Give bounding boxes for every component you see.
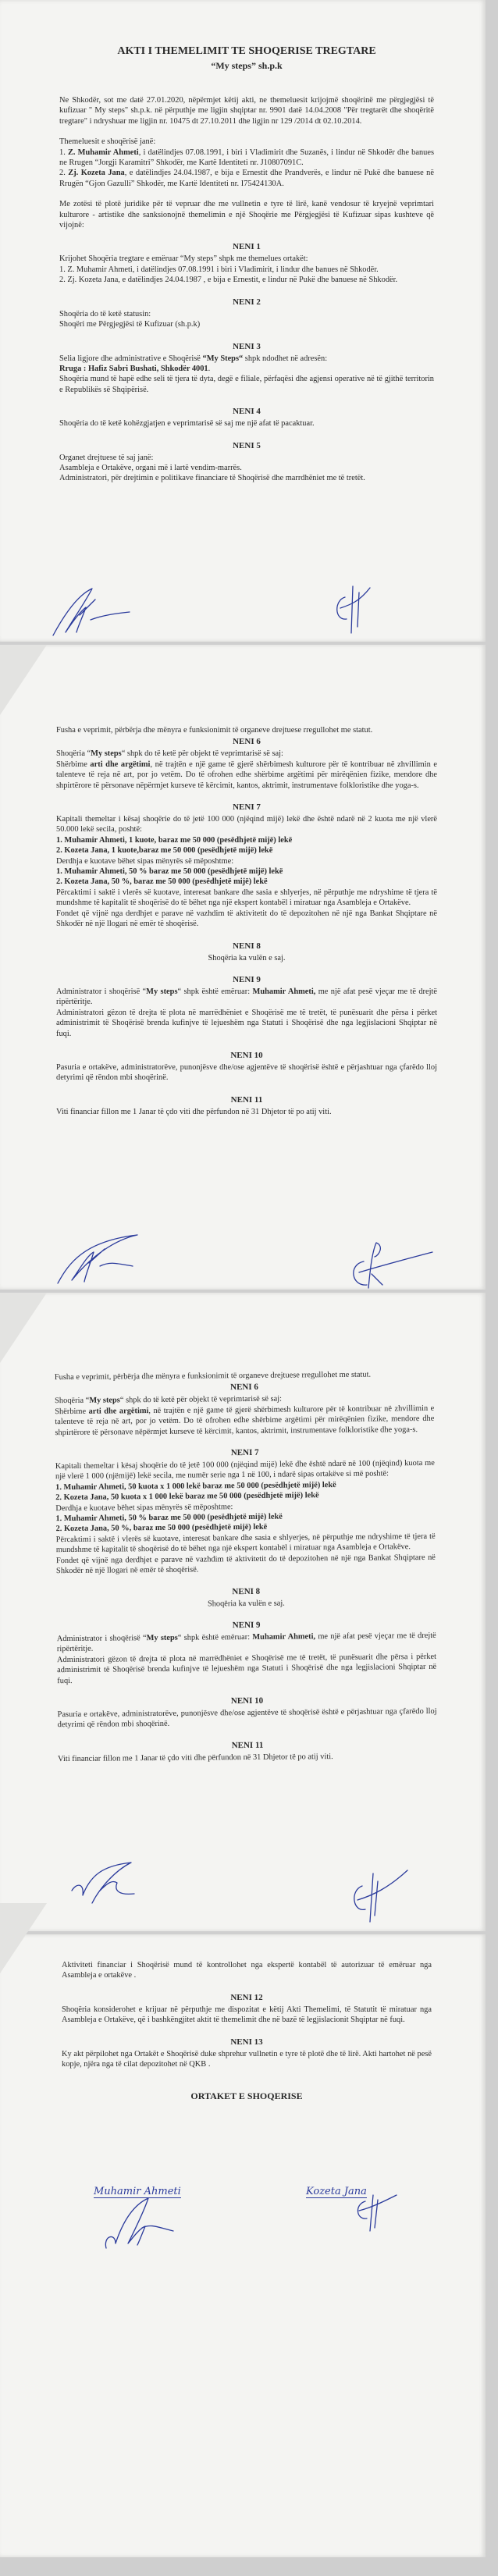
page-fold-corner bbox=[0, 1293, 47, 1363]
bold-text: arti dhe argëtimi bbox=[90, 760, 151, 769]
paragraph bbox=[59, 374, 434, 395]
text: Fondet që vijnë nga derdhjet e parave në vazhdim të aktivitetit do të depozitohen në një nga Bankat Shqiptare në Shkodër në një llogari në emër të shoqërisë. bbox=[55, 1553, 436, 1576]
paragraph bbox=[56, 749, 437, 759]
paragraph bbox=[56, 760, 437, 791]
paragraph-spacer bbox=[56, 963, 437, 973]
text: Administrator i shoqërisë “ bbox=[56, 1634, 147, 1644]
paragraph-spacer bbox=[59, 286, 434, 296]
paragraph bbox=[57, 1631, 436, 1655]
bold-text: Muhamir Ahmeti, bbox=[252, 987, 316, 996]
article-heading: NENI 3 bbox=[233, 341, 261, 351]
bold-text: 1. Muhamir Ahmeti, 1 kuote, baraz me 50 000 (pesëdhjetë mijë) lekë bbox=[56, 835, 293, 845]
signature-name-kozeta-jana: Kozeta Jana bbox=[306, 2186, 367, 2197]
paragraph bbox=[59, 265, 434, 275]
signature-kozeta-jana bbox=[353, 2194, 400, 2233]
paragraph bbox=[59, 418, 434, 429]
article-heading: NENI 11 bbox=[230, 1094, 263, 1105]
text: Shoqëria do të ketë statusin: bbox=[59, 309, 151, 318]
text: Fondet që vijnë nga derdhjet e parave në vazhdim të aktivitetit do të depozitohen në një nga Bankat Shqiptare në Shkodër në një llogari në emër të shoqërisë. bbox=[56, 909, 437, 929]
text: Përcaktimi i saktë i vlerës së kuotave, interesat bankare dhe sasia e shlyerjes, në përputhje me ndryshime të tjera të mundshme të kapitalit të shoqërisë do të bëhet nga një ekspert kontabël i miratuar nga Asambleja e Ortakëve. bbox=[56, 888, 437, 908]
paragraph bbox=[55, 1458, 435, 1482]
text: “ shpk është emëruar: bbox=[177, 987, 253, 996]
signature-muhamir-ahmeti bbox=[100, 2197, 178, 2251]
text: Organet drejtuese të saj janë: bbox=[59, 453, 154, 462]
page-3-content bbox=[55, 1369, 437, 1764]
paragraph-spacer bbox=[56, 930, 437, 940]
paragraph bbox=[56, 909, 437, 930]
paragraph bbox=[56, 866, 437, 877]
article-heading: NENI 5 bbox=[233, 440, 261, 450]
text: “ shpk do të ketë për objekt të veprimtarisë së saj: bbox=[119, 1394, 283, 1405]
paragraph bbox=[59, 95, 434, 126]
paragraph bbox=[56, 877, 437, 887]
paragraph bbox=[56, 888, 437, 909]
text: Pasuria e ortakëve, administratorëve, punonjësve dhe/ose agjentëve të shoqërisë është e përjashtuar nga çfarëdo lloj detyrimi që rëndon mbi shoqërinë. bbox=[57, 1706, 437, 1730]
paragraph bbox=[56, 835, 437, 845]
paragraph bbox=[59, 473, 434, 483]
article-heading: NENI 9 bbox=[233, 974, 261, 984]
text: Shërbime bbox=[55, 1407, 89, 1416]
text: Shoqëria do të ketë kohëzgjatjen e veprimtarisë së saj me një afat të pacaktuar. bbox=[59, 419, 315, 429]
text: Derdhja e kuotave bëhet sipas mënyrës së mëposhtme: bbox=[56, 856, 234, 866]
text: Administratori gëzon të drejta të plota në marrëdhëniet e Shoqërisë me të tretët, të punësuarit dhe përsa i përket administrimit të Shoqërisë brenda kufinjve të lejueshëm nga Statuti i Shoqërisë dhe nga legjislacioni Shqiptar në fuqi. bbox=[56, 1008, 437, 1038]
paragraph bbox=[56, 953, 437, 963]
bold-text: Rruga : Hafiz Sabri Bushati, Shkodër 4001 bbox=[59, 364, 208, 373]
document-title: AKTI I THEMELIMIT TE SHOQERISE TREGTARE bbox=[117, 45, 376, 57]
paragraph-spacer bbox=[59, 429, 434, 439]
paragraph bbox=[56, 814, 437, 835]
text: Me zotësi të plotë juridike për të vepruar dhe me vullnetin e tyre të lirë, kanë vendosur të kryejnë veprimtari kulturore - artistike dhe sanksionojnë themelimin e një Shoqërie me Përgjegjësi të Kufizuar sipas kushteve që vijojnë: bbox=[59, 200, 434, 230]
signature-muhamir-ahmeti bbox=[48, 584, 134, 639]
text: Administrator i shoqërisë “ bbox=[56, 987, 147, 996]
article-heading: NENI 7 bbox=[233, 802, 261, 813]
text: Shoqëria ka vulën e saj. bbox=[208, 953, 286, 962]
text: Viti financiar fillon me 1 Janar të çdo viti dhe përfundon në 31 Dhjetor të po atij viti. bbox=[58, 1752, 333, 1763]
signature-muhamir-ahmeti bbox=[53, 1232, 139, 1286]
text: , e datëlindjes 24.04.1987, e bija e Ernestit dhe Prandverës, e lindur në Pukë dhe banuese në Rrugën “Gjon Gazulli” Shkodër, me Kartë Identiteti nr. I75424130A. bbox=[59, 169, 434, 188]
paragraph bbox=[59, 137, 434, 147]
text: Viti financiar fillon me 1 Janar të çdo viti dhe përfundon në 31 Dhjetor të po atij viti. bbox=[56, 1107, 332, 1116]
paragraph bbox=[59, 309, 434, 319]
text: Shoqëria ka vulën e saj. bbox=[207, 1599, 285, 1608]
paragraph-spacer bbox=[62, 1981, 432, 1991]
page-1 bbox=[0, 0, 486, 642]
page-3 bbox=[0, 1293, 486, 1931]
signature-kozeta-jana bbox=[350, 1869, 412, 1923]
text: 1. Z. Muhamir Ahmeti, i datëlindjes 07.08.1991 i biri i Vladimirit, i lindur dhe banues në Shkodër. bbox=[59, 265, 379, 274]
paragraph-spacer bbox=[59, 189, 434, 199]
paragraph bbox=[62, 2049, 432, 2070]
text: Administratori gëzon të drejta të plota në marrëdhëniet e Shoqërisë me të tretët, të punësuarit dhe përsa i përket administrimit të Shoqërisë brenda kufinjve të lejueshëm nga Statuti i Shoqërisë dhe nga legjislacioni Shqiptar në fuqi. bbox=[56, 1652, 437, 1685]
paragraph bbox=[59, 364, 434, 374]
article-heading: NENI 9 bbox=[232, 1620, 261, 1631]
article-heading: NENI 11 bbox=[231, 1740, 264, 1750]
paragraph bbox=[59, 463, 434, 473]
page-1-content bbox=[59, 44, 434, 484]
text: Themeluesit e shoqërisë janë: bbox=[59, 137, 156, 147]
bold-text: Zj. Kozeta Jana bbox=[68, 169, 125, 178]
paragraph-spacer bbox=[56, 1039, 437, 1049]
bold-text: My steps bbox=[91, 749, 122, 759]
paragraph bbox=[56, 1062, 437, 1083]
paragraph bbox=[56, 725, 437, 735]
page-2-content bbox=[56, 725, 437, 1117]
paragraph-spacer bbox=[59, 230, 434, 240]
signature-muhamir-ahmeti bbox=[69, 1859, 139, 1906]
text: “ shpk do të ketë për objekt të veprimtarisë së saj: bbox=[121, 749, 283, 759]
paragraph bbox=[59, 254, 434, 264]
paragraph bbox=[56, 1553, 436, 1577]
text: Derdhja e kuotave bëhet sipas mënyrës së mëposhtme: bbox=[55, 1502, 233, 1513]
article-heading: NENI 10 bbox=[230, 1050, 263, 1060]
page-4-content bbox=[62, 1960, 432, 2103]
bold-text: 2. Kozeta Jana, 50 %, baraz me 50 000 (pesëdhjetë mijë) lekë bbox=[55, 1523, 268, 1534]
bold-text: 1. Muhamir Ahmeti, 50 % baraz me 50 000 (pesëdhjetë mijë) lekë bbox=[55, 1512, 283, 1524]
text: Asambleja e Ortakëve, organi më i lartë vendim-marrës. bbox=[59, 463, 242, 472]
paragraph bbox=[56, 856, 437, 866]
text: Ne Shkodër, sot me datë 27.01.2020, nëpërmjet këtij akti, ne themeluesit krijojmë shoqërinë me përgjegjësi të kufizuar " My steps" sh.p.k. në përputhje me ligjin shqiptar nr. 9901 datë 14.04.2008 "Për tregtarët dhe shoqëritë tregtare" i ndryshuar me ligjin nr. 10475 dt 27.10.2011 dhe ligjin nr 129 /2014 dt 02.10.2014. bbox=[59, 96, 434, 126]
paragraph bbox=[56, 1008, 437, 1039]
article-heading: NENI 6 bbox=[233, 737, 261, 747]
text: shpk ndodhet në adresën: bbox=[243, 354, 328, 363]
text: Shoqëri me Përgjegjësi të Kufizuar (sh.p.k) bbox=[59, 320, 201, 329]
text: Shërbime bbox=[56, 760, 91, 769]
paragraph bbox=[59, 275, 434, 285]
text: Selia ligjore dhe administrative e Shoqërisë bbox=[59, 354, 203, 363]
bold-text: 1. Muhamir Ahmeti, 50 % baraz me 50 000 (pesëdhjetë mijë) lekë bbox=[56, 867, 283, 877]
paragraph-spacer bbox=[59, 330, 434, 340]
article-heading: NENI 8 bbox=[233, 941, 261, 951]
paragraph bbox=[62, 1960, 432, 1981]
text: 2. Zj. Kozeta Jana, e datëlindjes 24.04.1987 , e bija e Ernestit, e lindur në Pukë dhe banuese në Shkodër. bbox=[59, 276, 398, 285]
paragraph bbox=[59, 319, 434, 329]
text: Shoqëria “ bbox=[55, 1397, 90, 1406]
bold-text: 1. Muhamir Ahmeti, 50 kuota x 1 000 lekë baraz me 50 000 (pesëdhjetë mijë) lekë bbox=[55, 1480, 336, 1492]
bold-text: My steps bbox=[89, 1396, 120, 1406]
article-heading: NENI 6 bbox=[230, 1382, 258, 1393]
paragraph bbox=[62, 2005, 432, 2026]
text: “ shpk është emëruar: bbox=[177, 1632, 253, 1642]
bold-text: 2. Kozeta Jana, 50 kuota x 1 000 lekë baraz me 50 000 (pesëdhjetë mijë) lekë bbox=[55, 1491, 319, 1503]
signature-name-muhamir-ahmeti: Muhamir Ahmeti bbox=[94, 2186, 181, 2197]
text: Pasuria e ortakëve, administratorëve, punonjësve dhe/ose agjentëve të shoqërisë është e përjashtuar nga çfarëdo lloj detyrimi që rëndon mbi shoqërinë. bbox=[56, 1062, 437, 1083]
article-heading: NENI 12 bbox=[230, 1992, 263, 2002]
document-subtitle: “My steps” sh.p.k bbox=[211, 60, 283, 71]
text: Krijohet Shoqëria tregtare e emëruar “My steps” shpk me themelues ortakët: bbox=[59, 254, 308, 264]
signatories-heading: ORTAKET E SHOQERISE bbox=[190, 2090, 303, 2102]
text: Kapitali themeltar i kësaj shoqërie do të jetë 100 000 (njëqind mijë) lekë dhe është ndarë në 2 kuota me një vlerë 50.000 lekë secila, poshtë: bbox=[56, 815, 437, 834]
page-2 bbox=[0, 645, 486, 1290]
text: 2. bbox=[59, 169, 69, 178]
text: Kapitali themeltar i kësaj shoqërie do të jetë 100 000 (njëqind mijë) lekë dhe është ndarë në 100 (njëqind) kuota me një vlerë 1 000 (njëmijë) lekë secila, me numër serie nga 1 në 100, i ndarë sipas ortakëve si më poshtë: bbox=[55, 1458, 435, 1482]
text: Shoqëria mund të hapë edhe seli të tjera të dyta, degë e filiale, përfaqësi dhe agjensi operative në të gjithë territorin e Republikës së Shqipërisë. bbox=[59, 375, 434, 394]
paragraph-spacer bbox=[62, 2026, 432, 2036]
page-fold-corner bbox=[0, 645, 47, 715]
paragraph bbox=[56, 987, 437, 1008]
text: 1. bbox=[59, 148, 68, 157]
signature-kozeta-jana bbox=[348, 1238, 434, 1290]
article-heading: NENI 4 bbox=[233, 407, 261, 417]
text: Fusha e veprimit, përbërja dhe mënyra e funksionimit të organeve drejtuese rregullohet me statut. bbox=[54, 1370, 372, 1382]
paragraph bbox=[59, 199, 434, 230]
text: Shoqëria “ bbox=[56, 749, 91, 759]
text: , në trajtën e një game të gjerë shërbimesh kulturore për të kontribuar në zhvillimin e talenteve të reja në art, por jo vetëm. Do të ofrohen edhe shërbime argëtimi për mirëqënien fizike, mendore dhe shpirtërore të përsonave nëpërmjet kurseve të kërcimit, kantos, aktrimit, instrumentave folkloristike dhe yoga-s. bbox=[56, 760, 438, 790]
article-heading: NENI 8 bbox=[232, 1586, 261, 1596]
paragraph bbox=[57, 1652, 436, 1686]
article-heading: NENI 1 bbox=[233, 242, 261, 252]
bold-text: 2. Kozeta Jana, 50 %, baraz me 50 000 (pesëdhjetë mijë) lekë bbox=[56, 877, 268, 887]
paragraph bbox=[56, 1532, 436, 1556]
paragraph-spacer bbox=[59, 395, 434, 405]
bold-text: “My Steps“ bbox=[202, 354, 244, 363]
bold-text: arti dhe argëtimi bbox=[88, 1406, 149, 1416]
bold-text: Muhamir Ahmeti, bbox=[252, 1632, 316, 1642]
text: me një afat pesë vjeçar me të drejtë ripërtëritje. bbox=[56, 1631, 436, 1654]
text: Ky akt përpilohet nga Ortakët e Shoqërisë duke shprehur vullnetin e tyre të plotë dhe të lirë. Akti hartohet në pesë kopje, njëra nga të cilat depozitohet në QKB . bbox=[62, 2049, 432, 2069]
text: , në trajtën e një game të gjerë shërbimesh kulturore për të kontribuar në zhvillimin e talenteve të reja në art, por jo vetëm. Do të ofrohen edhe shërbime argëtimi për mirëqënien fizike, mendore dhe shpirtërore të përsonave nëpërmjet kurseve të kërcimit, kantos, aktrimit, instrumentave folkloristike dhe yoga-s. bbox=[55, 1404, 435, 1437]
paragraph bbox=[59, 354, 434, 364]
paragraph bbox=[59, 168, 434, 189]
text: Aktiviteti financiar i Shoqërisë mund të kontrollohet nga ekspertë kontabël të autorizuar të emëruar nga Asambleja e ortakëve . bbox=[62, 1961, 432, 1980]
bold-text: 2. Kozeta Jana, 1 kuote,baraz me 50 000 (pesëdhjetë mijë) lekë bbox=[56, 846, 273, 856]
article-heading: NENI 7 bbox=[230, 1447, 259, 1458]
text: , i datëlindjes 07.08.1991, i biri i Vladimirit dhe Suzanës, i lindur në Shkodër dhe banues ne Rrugen “Jorgji Karamitri” Shkodër, me Kartë Identiteti nr. J10807091C. bbox=[59, 148, 434, 168]
paragraph bbox=[58, 1751, 437, 1765]
paragraph bbox=[55, 1404, 434, 1438]
text: me një afat pesë vjeçar me të drejtë ripërtëritje. bbox=[56, 987, 437, 1007]
text: Shoqëria konsiderohet e krijuar në përputhje me dispozitat e këtij Akti Themelimi, të Statutit të miratuar nga Asambleja e Ortakëve, që i bashkëngjitet aktit të themelimit dhe në bazë të legjislacionit Shqiptar në fuqi. bbox=[62, 2005, 432, 2025]
bold-text: My steps bbox=[146, 987, 178, 996]
text: Fusha e veprimit, përbërja dhe mënyra e funksionimit të organeve drejtuese rregullohet me statut. bbox=[56, 726, 373, 735]
text: Përcaktimi i saktë i vlerës së kuotave, interesat bankare dhe sasia e shlyerjes, në përputhje me ndryshime të tjera të mundshme të kapitalit të shoqërisë do të bëhet nga një ekspert kontabël i miratuar nga Asambleja e Ortakëve. bbox=[55, 1532, 436, 1555]
article-heading: NENI 10 bbox=[230, 1695, 264, 1706]
paragraph bbox=[56, 845, 437, 856]
paragraph bbox=[56, 1107, 437, 1117]
paragraph bbox=[59, 453, 434, 463]
signature-kozeta-jana bbox=[331, 582, 378, 636]
article-heading: NENI 2 bbox=[233, 297, 261, 307]
paragraph-spacer bbox=[56, 1083, 437, 1094]
paragraph bbox=[59, 148, 434, 169]
text: Administratori, për drejtimin e politikave financiare të Shoqërisë dhe marrdhëniet me të tretët. bbox=[59, 474, 365, 483]
paragraph bbox=[58, 1706, 437, 1731]
paragraph-spacer bbox=[59, 126, 434, 137]
page-fold-corner bbox=[0, 1903, 47, 1973]
text: . bbox=[208, 364, 211, 373]
page-4 bbox=[0, 1934, 486, 2557]
paragraph-spacer bbox=[56, 791, 437, 801]
article-heading: NENI 13 bbox=[230, 2037, 263, 2047]
bold-text: Z. Muhamir Ahmeti bbox=[67, 148, 139, 157]
bold-text: My steps bbox=[146, 1633, 178, 1643]
